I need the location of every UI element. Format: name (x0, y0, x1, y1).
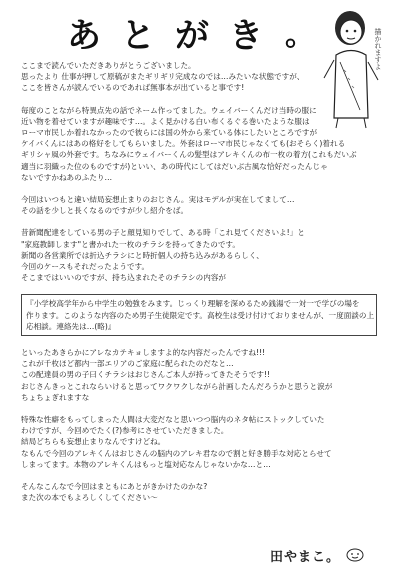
text-line: 新聞の各営業所では折込チラシにと時折個人の持ち込みがあるらしく、 (21, 250, 264, 260)
text-line: "家庭教師します"と書かれた一枚のチラシを持ってきたのです。 (21, 239, 240, 249)
text-line: 結局どちらも妄想止まりなんですけどね。 (21, 437, 166, 447)
signature-text: 田やまこ。 (270, 549, 341, 565)
title-dot: 。 (285, 18, 315, 53)
text-line: ローマ市民しか着れなかったので彼らには国の外から来ている体にしたいところですが (21, 128, 318, 138)
text-line: そんなこんなで今回はまともにあとがきかけたのかな? (21, 482, 208, 492)
paragraph-costume (21, 105, 371, 183)
text-line: なもんで今回のアレキくんはおじさんの脳内のアレキ君なので割と好き勝手な対応とらせて (21, 448, 332, 458)
text-line: 今回はいつもと違い結局妄想止まりのおじさん。実はモデルが実在してまして… (21, 195, 295, 205)
paragraph-closing (21, 481, 371, 503)
text-line: ここを皆さんが読んでいるのであれば無事本が出ていると事です! (21, 83, 245, 93)
paragraph-model (21, 194, 371, 216)
title-char-ki: き (229, 15, 263, 56)
author-signature (270, 541, 380, 569)
text-line: 特殊な性癖をもってしまった人間は大変だなと思いつつ脳内のネタ帖にストックしていた (21, 415, 325, 425)
text-line: 昔新聞配達をしている男の子と顔見知りでして、ある時「これ見てくださいよ!」と (21, 228, 305, 238)
title-char-ga: が (175, 15, 209, 56)
text-line: 今回のケースもそれだったようです。 (21, 262, 150, 272)
paragraph-newspaper (21, 227, 371, 283)
text-line: 毎度のことながら特異点先の話でネーム作ってました。ウェイバーくんだけ当時の服に (21, 105, 317, 115)
text-line: ケイバくんにはあの格好をしてもらいました。外套はローマ市民じゃなくても(おそらく)着れる (21, 139, 346, 149)
text-line: ここまで読んでいただきありがとうございました。 (21, 61, 196, 70)
title-char-to: と (121, 15, 155, 56)
text-line: ないですかねあのふたり… (21, 172, 113, 182)
text-line: 適当に羽織った位のものですが)といい、あの時代にしてはだいぶ古風な恰好だったんじゃ (21, 161, 328, 171)
text-line: この配達員の男の子曰くチラシはおじさんご本人が持ってきたそうです!! (21, 370, 271, 380)
text-line: ギリシャ風の外套です。ちなみにウェイバーくんの髪型はアレキくんの布一枚の着方(これもだいぶ (21, 150, 357, 160)
text-line: といったあきらかにアレなカテキョしますよ的な内容だったんですね!!! (21, 348, 266, 358)
text-line: しまってます。本物のアレキくんはもっと塩対応なんじゃないかな…と… (21, 459, 271, 469)
avatar-note: 描かれますよ (374, 28, 382, 70)
text-line: おじさんきっとこれならいけると思ってワクワクしながら計画したんだろうかと思うと涙が (21, 381, 333, 391)
text-line: 作ります。このような内容のため男子生徒限定です。高校生は受け付けておりませんが、一度面談の上 (26, 310, 375, 320)
face-doodle-icon (346, 548, 364, 562)
title-char-a: あ (67, 15, 101, 56)
text-line: 『小学校高学年から中学生の勉強をみます。じっくり理解を深めるため銭湯で一対一で学びの場を (26, 299, 360, 309)
paragraph-reference (21, 414, 371, 470)
afterword-title (62, 4, 322, 60)
text-line: 思ったより 仕事が押して原稿がまたギリギリ完成なのでは…みたいな状態ですが、 (21, 72, 305, 82)
paragraph-thanks (21, 60, 371, 94)
text-line: ちょちょぎれますな (21, 392, 90, 402)
afterword-body (21, 60, 375, 515)
flyer-quote-box (21, 294, 377, 336)
paragraph-reaction (21, 347, 371, 403)
text-line: これが千枚ほど都内一部エリアのご家庭に配られたのだなと… (21, 359, 234, 369)
text-line: その話を少しと長くなるのですが少し紹介をば。 (21, 206, 189, 216)
text-line: 近い物を着せていますが趣味です…。よく見かける白い布くるぐる巻いたような服は (21, 116, 310, 126)
text-line: また次の本でもよろしくしてください〜 (21, 493, 158, 503)
text-line: 応相談。連絡先は…(略)』 (26, 321, 116, 331)
text-line: そこまではいいのですが、持ち込まれたそのチラシの内容が (21, 273, 227, 283)
text-line: わけですが、今回めでたく(?)参考にさせていただきました。 (21, 426, 229, 436)
